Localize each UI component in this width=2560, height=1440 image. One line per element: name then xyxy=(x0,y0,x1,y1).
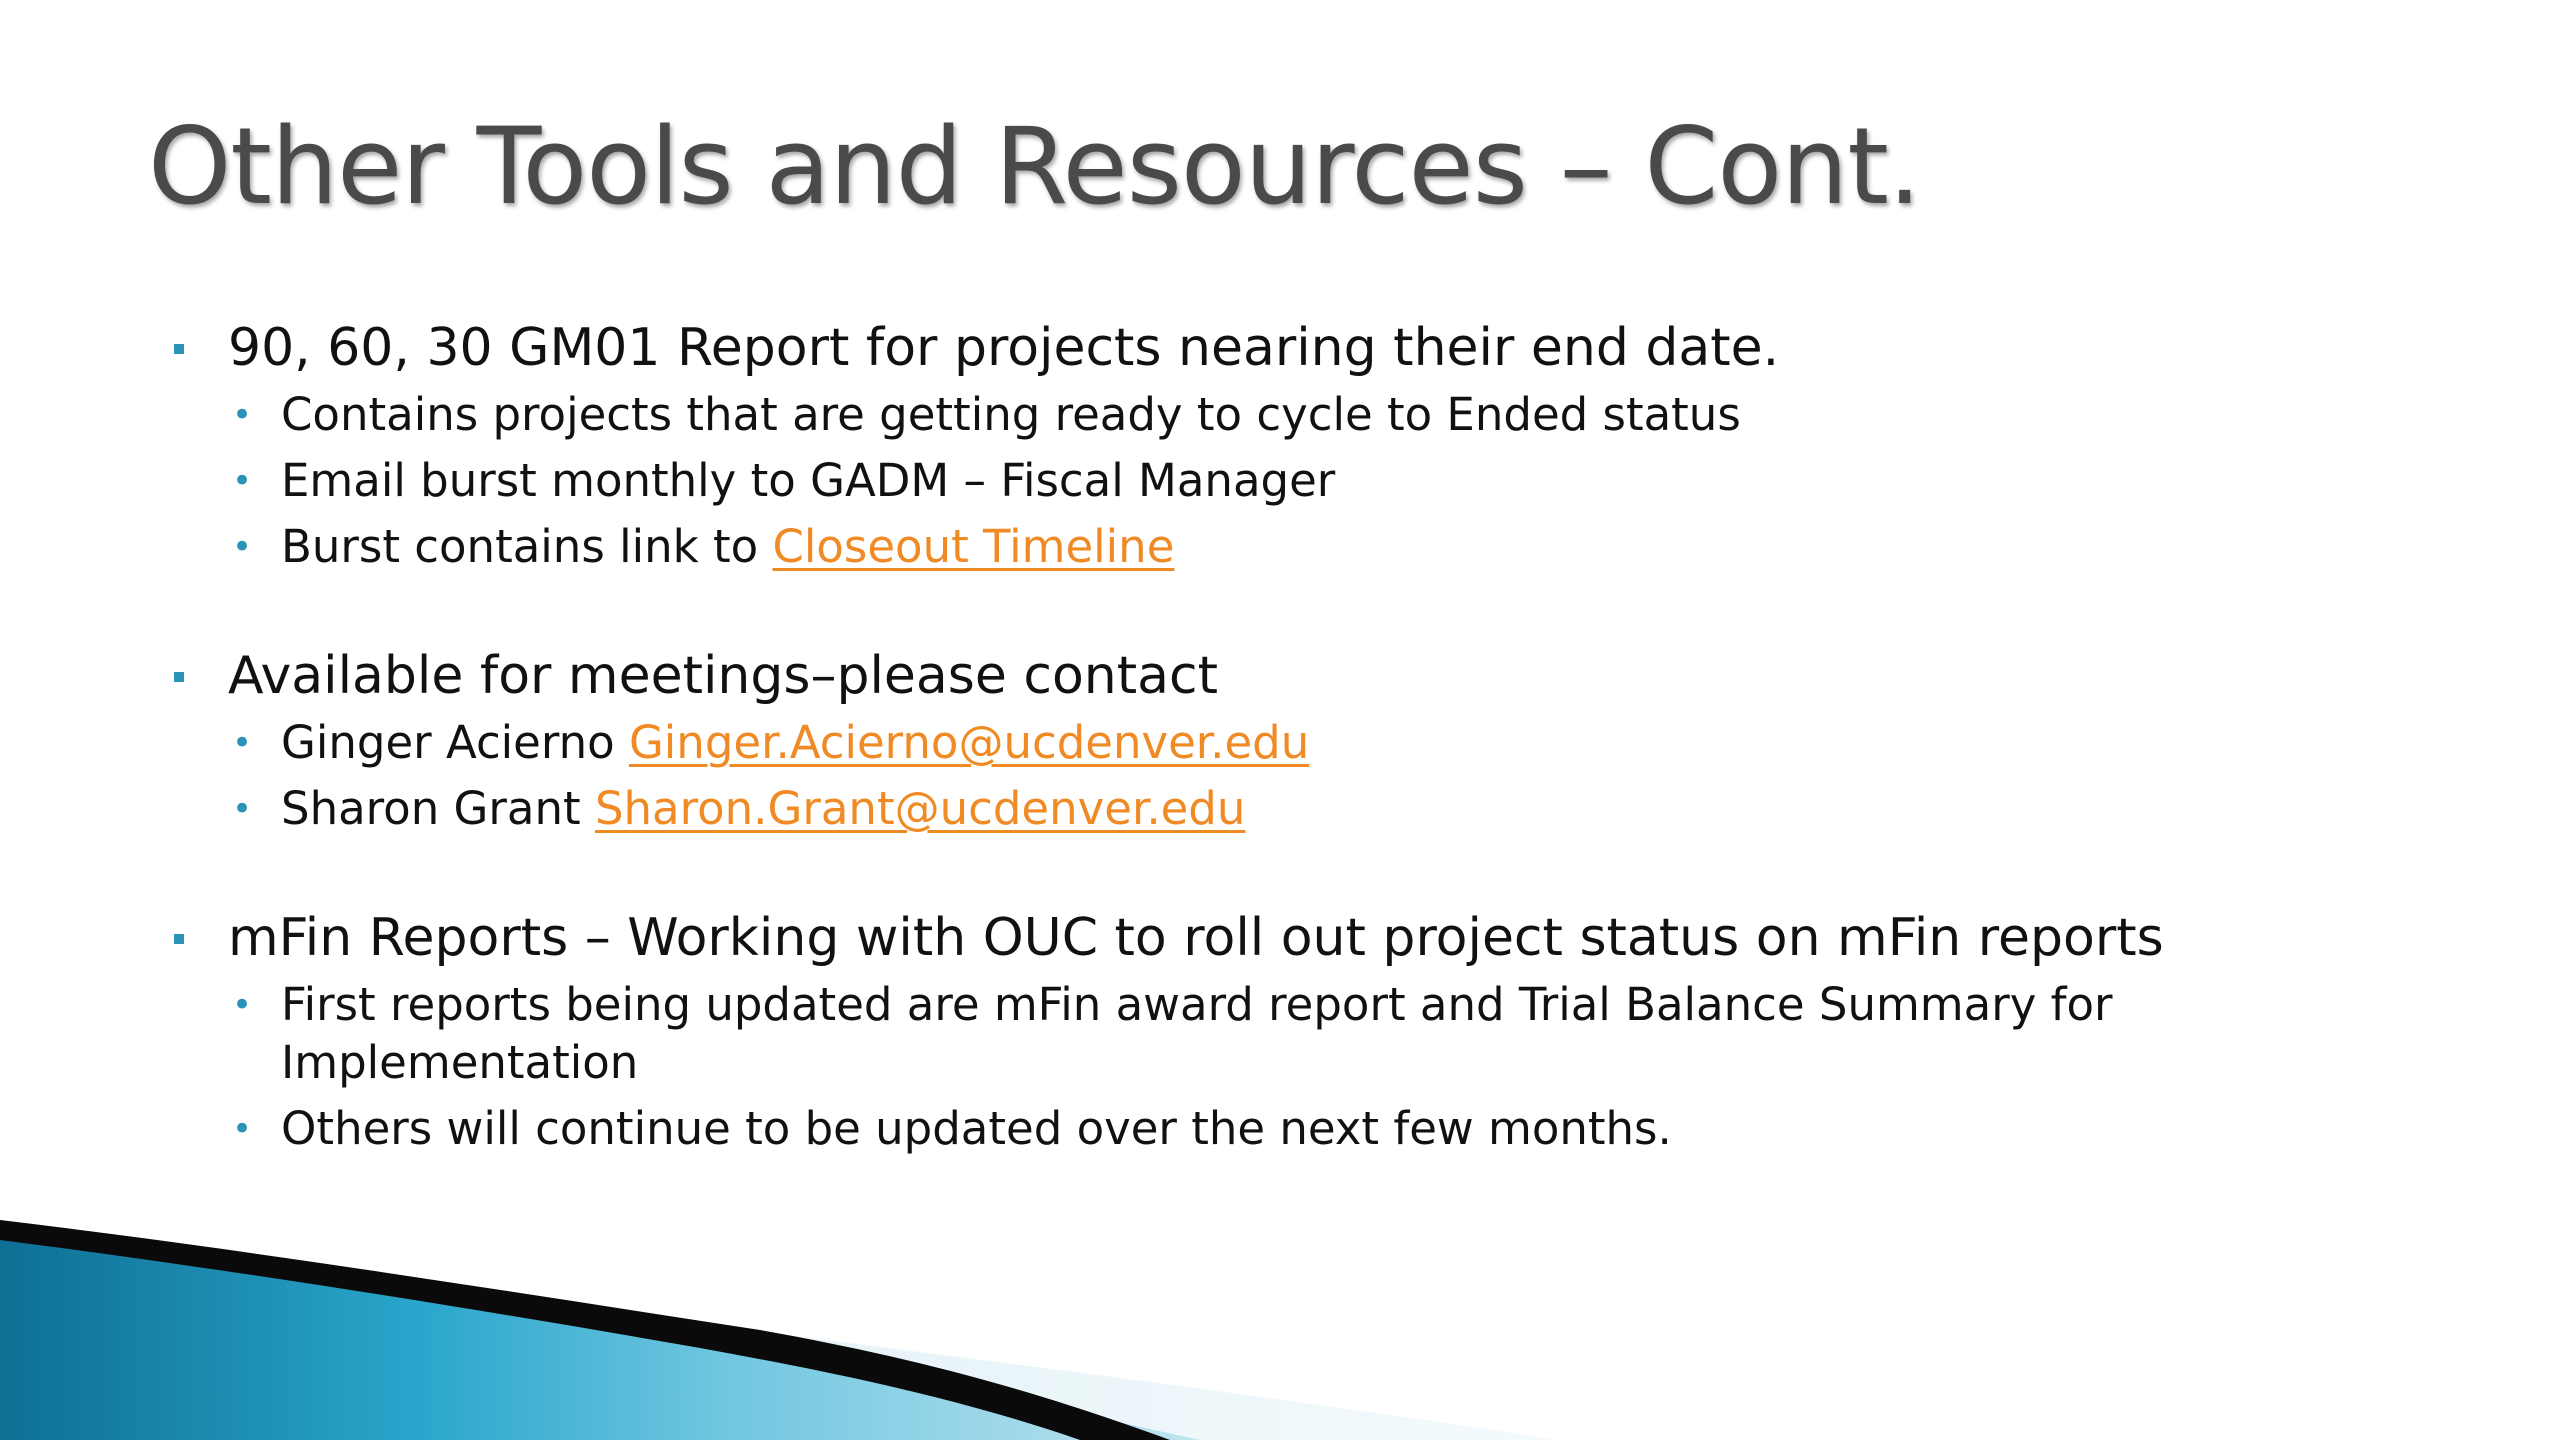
round-bullet-icon: • xyxy=(232,395,253,435)
bullet-heading-text: mFin Reports – Working with OUC to roll out project status on mFin reports xyxy=(228,908,2164,968)
bullet-section-contacts xyxy=(170,638,2430,838)
closeout-timeline-link[interactable]: Closeout Timeline xyxy=(772,520,1175,573)
email-link-ginger[interactable]: Ginger.Acierno@ucdenver.edu xyxy=(628,716,1310,769)
round-bullet-icon: • xyxy=(232,1109,253,1149)
bullet-section-report xyxy=(170,310,2430,576)
bullet-heading xyxy=(170,310,2430,386)
square-bullet-icon xyxy=(174,934,184,944)
slide-title: Other Tools and Resources – Cont. xyxy=(148,105,1921,228)
contact-name: Sharon Grant xyxy=(281,782,595,835)
sub-bullet-list xyxy=(170,714,2430,838)
square-bullet-icon xyxy=(174,344,184,354)
sub-bullet-item xyxy=(170,386,2430,444)
round-bullet-icon: • xyxy=(232,461,253,501)
sub-bullet-item xyxy=(170,452,2430,510)
sub-bullet-list xyxy=(170,976,2430,1158)
decorative-swoosh xyxy=(0,1180,2560,1440)
sub-bullet-text: Email burst monthly to GADM – Fiscal Manager xyxy=(281,454,1336,507)
sub-bullet-item xyxy=(170,976,2361,1092)
bullet-heading-text: 90, 60, 30 GM01 Report for projects nearing their end date. xyxy=(228,318,1780,378)
sub-bullet-text: Burst contains link to xyxy=(281,520,773,573)
square-bullet-icon xyxy=(174,672,184,682)
bullet-section-mfin xyxy=(170,900,2430,1158)
sub-bullet-item xyxy=(170,780,2430,838)
sub-bullet-item xyxy=(170,1100,2430,1158)
round-bullet-icon: • xyxy=(232,985,253,1025)
sub-bullet-item xyxy=(170,714,2430,772)
round-bullet-icon: • xyxy=(232,789,253,829)
email-link-sharon[interactable]: Sharon.Grant@ucdenver.edu xyxy=(594,782,1246,835)
sub-bullet-list xyxy=(170,386,2430,576)
sub-bullet-text: Others will continue to be updated over the next few months. xyxy=(281,1102,1672,1155)
sub-bullet-text: First reports being updated are mFin award report and Trial Balance Summary for Implementation xyxy=(281,978,2113,1089)
contact-name: Ginger Acierno xyxy=(281,716,629,769)
bullet-heading xyxy=(170,900,2430,976)
round-bullet-icon: • xyxy=(232,723,253,763)
slide-body xyxy=(170,310,2430,1220)
bullet-heading-text: Available for meetings–please contact xyxy=(228,646,1218,706)
sub-bullet-text: Contains projects that are getting ready to cycle to Ended status xyxy=(281,388,1741,441)
sub-bullet-item xyxy=(170,518,2430,576)
round-bullet-icon: • xyxy=(232,527,253,567)
bullet-heading xyxy=(170,638,2430,714)
